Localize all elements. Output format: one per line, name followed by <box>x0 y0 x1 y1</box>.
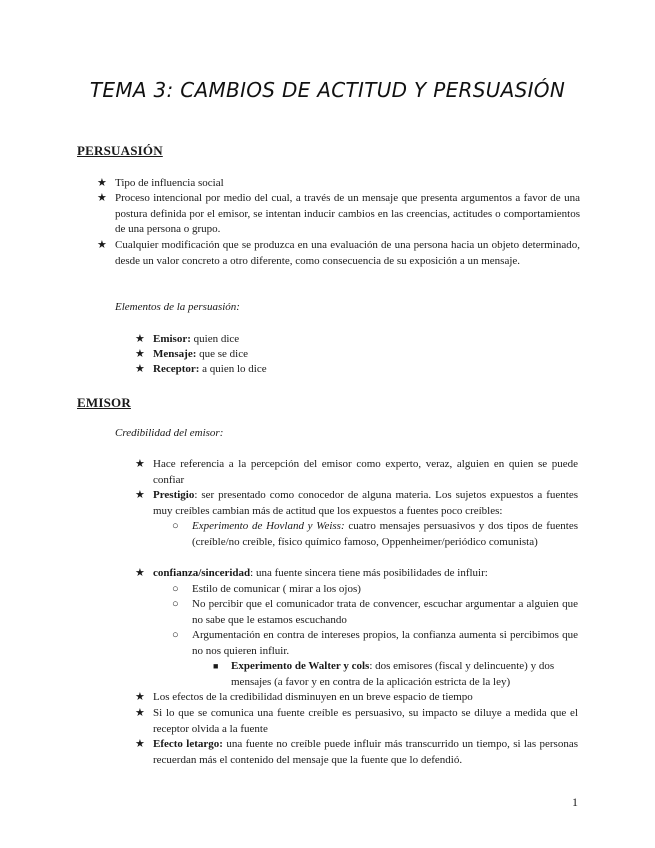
term-efecto-letargo: Efecto letargo: <box>153 738 223 750</box>
element-mensaje <box>153 347 248 363</box>
emisor-bullet-1: Hace referencia a la percepción del emisor como experto, veraz, alguien en quien se puede confiar <box>153 458 578 486</box>
persuasion-bullet-2: Proceso intencional por medio del cual, a través de un mensaje que presenta argumentos a favor de una postura definida por el emisor, se intentan inducir cambios en las creencias, actitudes o comportamientos de una persona o grupo. <box>115 192 580 235</box>
element-receptor <box>153 362 267 378</box>
prestigio-text: : ser presentado como conocedor de alguna materia. Los sujetos expuestos a fuentes muy creíbles cambian más de actitud que los expuestos a fuentes poco creíbles: <box>153 489 578 517</box>
confianza-sub-3: Argumentación en contra de intereses propios, la confianza aumenta si percibimos que no nos quieren influir. <box>192 629 578 657</box>
term-walter-cols: Experimento de Walter y cols <box>231 660 370 672</box>
star-bullet-icon: ★ <box>135 348 145 360</box>
walter-cols-text: : dos emisores (fiscal y delincuente) y dos mensajes (a favor y en contra de la aplicación estricta de la ley) <box>231 660 555 688</box>
circle-bullet-icon: ○ <box>172 629 179 641</box>
element-text: que se dice <box>199 348 248 360</box>
star-bullet-icon: ★ <box>135 333 145 345</box>
persuasion-bullet-3: Cualquier modificación que se produzca en una evaluación de una persona hacia un objeto determinado, desde un valor concreto a otro diferente, como consecuencia de su exposición a un mensaje. <box>115 239 580 267</box>
circle-bullet-icon: ○ <box>172 598 179 610</box>
emisor-bullet-prestigio <box>153 488 578 519</box>
element-text: quien dice <box>193 333 240 345</box>
elements-subheading: Elementos de la persuasión: <box>115 301 240 313</box>
star-bullet-icon: ★ <box>135 363 145 375</box>
element-term: Emisor: <box>153 333 191 345</box>
circle-bullet-icon: ○ <box>172 520 179 532</box>
page-number: 1 <box>572 795 578 809</box>
term-prestigio: Prestigio <box>153 489 195 501</box>
confianza-text: : una fuente sincera tiene más posibilidades de influir: <box>250 567 488 579</box>
emisor-bullet-confianza <box>153 566 578 582</box>
star-bullet-icon: ★ <box>135 738 145 750</box>
confianza-sub-1: Estilo de comunicar ( mirar a los ojos) <box>192 583 361 595</box>
emisor-bullet-4: Los efectos de la credibilidad disminuyen en un breve espacio de tiempo <box>153 691 473 703</box>
element-text: a quien lo dice <box>202 363 267 375</box>
section-heading-emisor: EMISOR <box>77 395 131 410</box>
star-bullet-icon: ★ <box>135 567 145 579</box>
confianza-sub-2: No percibir que el comunicador trata de convencer, escuchar argumentar a alguien que no sabe que le estamos escuchando <box>192 598 578 626</box>
circle-bullet-icon: ○ <box>172 583 179 595</box>
emisor-bullet-5: Si lo que se comunica una fuente creíble es persuasivo, su impacto se diluye a medida que el receptor olvida a la fuente <box>153 707 578 735</box>
star-bullet-icon: ★ <box>97 239 107 251</box>
hovland-weiss-item <box>192 519 578 550</box>
emisor-bullet-letargo <box>153 737 578 768</box>
element-term: Mensaje: <box>153 348 197 360</box>
star-bullet-icon: ★ <box>135 707 145 719</box>
term-confianza: confianza/sinceridad <box>153 567 251 579</box>
star-bullet-icon: ★ <box>97 177 107 189</box>
section-heading-persuasion: PERSUASIÓN <box>77 143 163 158</box>
page-title: TEMA 3: CAMBIOS DE ACTITUD Y PERSUASIÓN <box>89 78 566 102</box>
square-bullet-icon: ■ <box>213 661 219 671</box>
persuasion-bullet-1: Tipo de influencia social <box>115 177 224 189</box>
star-bullet-icon: ★ <box>135 458 145 470</box>
letargo-text: una fuente no creíble puede influir más transcurrido un tiempo, si las personas recuerdan más el contenido del mensaje que la fuente que lo defendió. <box>153 738 579 766</box>
term-hovland-weiss: Experimento de Hovland y Weiss: <box>192 520 345 532</box>
element-term: Receptor: <box>153 363 200 375</box>
star-bullet-icon: ★ <box>135 691 145 703</box>
credibility-subheading: Credibilidad del emisor: <box>115 427 224 439</box>
star-bullet-icon: ★ <box>135 489 145 501</box>
star-bullet-icon: ★ <box>97 192 107 204</box>
walter-cols-item <box>231 659 578 690</box>
element-emisor <box>153 332 239 348</box>
hovland-weiss-text: cuatro mensajes persuasivos y dos tipos de fuentes (creíble/no creíble, físico químico famoso, Oppenheimer/periódico comunista) <box>192 520 578 548</box>
